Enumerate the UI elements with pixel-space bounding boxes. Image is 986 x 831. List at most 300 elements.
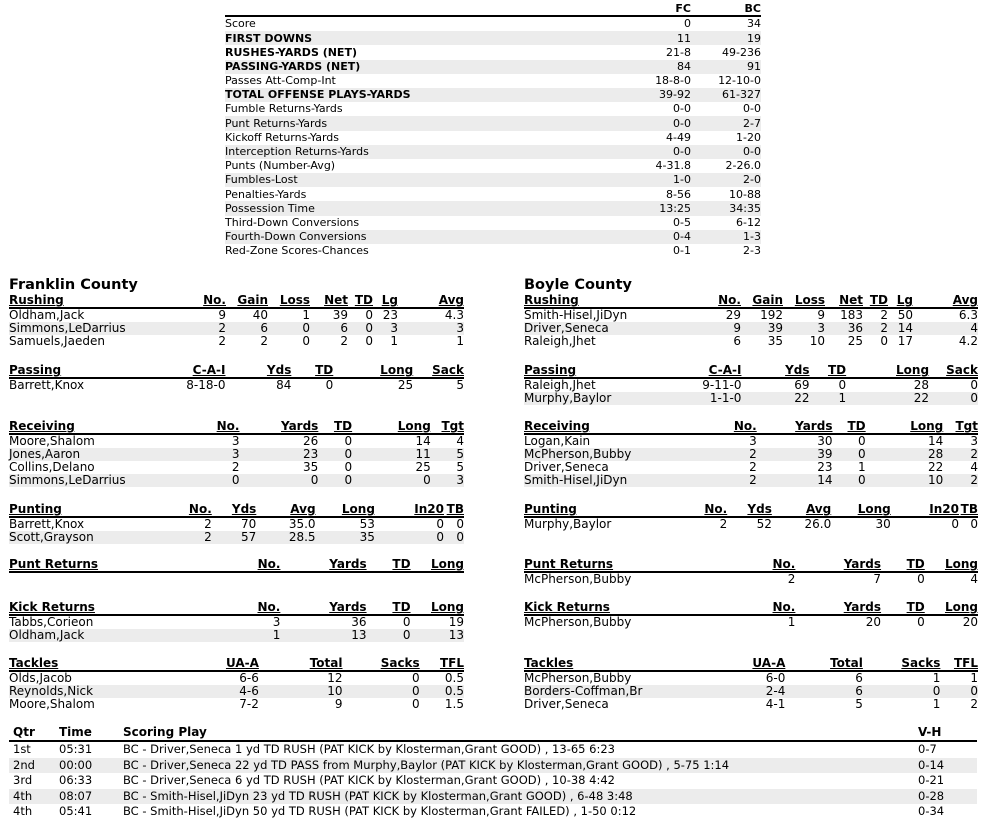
team-stat-label: Possession Time <box>225 201 625 215</box>
stat-value: 0 <box>929 392 978 405</box>
section-header-row <box>524 558 978 572</box>
stat-value: 0 <box>365 334 373 348</box>
stat-value: 9 <box>334 697 343 711</box>
stat-value: 6-6 <box>239 671 259 685</box>
scoring-row <box>9 741 977 758</box>
stat-value: 22 <box>741 392 809 405</box>
stat-value: 7-2 <box>239 697 259 711</box>
section-title: Receiving <box>524 420 686 434</box>
passing-table <box>524 364 978 405</box>
column-header: Yards <box>280 558 366 572</box>
stat-value: 8-18-0 <box>186 378 226 392</box>
stat-value: 1 <box>247 629 280 642</box>
stat-value: 6 <box>310 322 348 335</box>
team-stat-label: PASSING-YARDS (NET) <box>225 60 625 74</box>
stat-value: 2 <box>970 697 978 711</box>
stat-value: 0 <box>917 572 925 586</box>
team-stat-label: Fumbles-Lost <box>225 173 625 187</box>
section-title: Tackles <box>524 657 740 671</box>
stat-value: 5 <box>456 460 464 474</box>
column-header: Yards <box>280 601 366 615</box>
column-header: Avg <box>772 503 831 517</box>
stat-value: 2 <box>943 474 978 487</box>
stat-value: 22 <box>927 460 944 474</box>
stat-value: 0 <box>412 671 420 685</box>
stat-value: 10 <box>809 334 825 348</box>
team-stat-row <box>225 16 761 31</box>
scoring-header <box>9 725 977 741</box>
section-header-row <box>9 294 464 308</box>
team-stat-row <box>225 173 761 187</box>
section-title: Kick Returns <box>9 601 247 615</box>
team-stat-label: Passes Att-Comp-Int <box>225 74 336 88</box>
team-stat-fc-value: 4-31.8 <box>655 159 691 173</box>
team-stat-fc-value: 0-1 <box>673 244 691 258</box>
column-header: C-A-I <box>165 364 225 378</box>
team-stat-bc-value: 91 <box>691 60 761 74</box>
stat-value: 0 <box>348 322 373 335</box>
column-header: Sacks <box>343 657 420 671</box>
stat-value: 1 <box>456 334 464 348</box>
player-name: Olds,Jacob <box>9 671 72 685</box>
player-name: Samuels,Jaeden <box>9 334 105 348</box>
stat-value: 52 <box>756 517 772 531</box>
stat-value: 0 <box>367 629 411 642</box>
column-header: Loss <box>268 294 310 308</box>
stat-value: 0.5 <box>420 685 464 698</box>
stat-value: 0 <box>168 474 240 487</box>
player-name: Simmons,LeDarrius <box>9 322 184 335</box>
kick-returns-table <box>524 601 978 629</box>
player-row <box>524 392 978 405</box>
stat-value: 0 <box>940 685 978 698</box>
stat-value: 14 <box>888 322 913 335</box>
punt-returns-table <box>524 558 978 586</box>
player-row <box>524 308 978 322</box>
receiving-table <box>524 420 978 487</box>
column-header: Yards <box>757 420 833 434</box>
stat-value: 19 <box>448 615 464 629</box>
team-stat-fc-value: 8-56 <box>666 187 691 201</box>
player-name: Oldham,Jack <box>9 308 85 322</box>
stat-value: 1 <box>932 697 941 711</box>
team-stat-label: Punts (Number-Avg) <box>225 159 336 173</box>
stat-value: 39 <box>741 322 783 335</box>
stat-value: 1 <box>390 334 398 348</box>
column-header: Long <box>831 503 891 517</box>
stat-value: 0 <box>240 474 319 487</box>
player-name: Driver,Seneca <box>524 460 609 474</box>
column-header: Long <box>411 558 464 572</box>
stat-value: 3 <box>970 434 978 448</box>
stat-value: 11 <box>352 448 431 461</box>
section-header-row <box>524 420 978 434</box>
stat-value: 28.5 <box>256 531 315 544</box>
scoring-qtr: 1st <box>13 742 31 757</box>
stat-value: 4 <box>970 572 978 586</box>
stat-value: 9-11-0 <box>702 378 742 392</box>
player-name: Barrett,Knox <box>9 378 85 392</box>
player-name: Raleigh,Jhet <box>524 378 596 392</box>
scoring-qtr: 4th <box>9 789 59 805</box>
column-header: Yds <box>727 503 772 517</box>
column-header: Avg <box>398 294 464 308</box>
column-header: Long <box>846 364 929 378</box>
stat-value: 4.2 <box>958 334 978 348</box>
section-header-row <box>9 558 464 572</box>
column-header: TD <box>863 294 888 308</box>
column-header: TB <box>960 502 978 516</box>
team-stat-row <box>225 159 761 173</box>
column-header: Sack <box>413 364 464 378</box>
team-stats-label-header <box>225 2 625 16</box>
stat-value: 2 <box>749 460 757 474</box>
stat-value: 7 <box>873 572 882 586</box>
scoring-summary-table <box>9 725 977 820</box>
column-header: Long <box>925 601 978 615</box>
player-name: McPherson,Bubby <box>524 572 632 586</box>
scoring-row <box>9 789 977 805</box>
player-name: McPherson,Bubby <box>524 615 632 629</box>
stat-value: 3 <box>749 434 757 448</box>
stat-value: 0 <box>344 460 353 474</box>
stat-value: 192 <box>760 308 783 322</box>
player-name: Oldham,Jack <box>9 629 247 642</box>
column-header: Tgt <box>943 420 978 434</box>
column-header: Yards <box>795 558 881 572</box>
team-stat-label: Penalties-Yards <box>225 187 307 201</box>
stat-value: 0 <box>318 448 352 461</box>
column-header: Yards <box>795 601 881 615</box>
team-stat-label: Kickoff Returns-Yards <box>225 130 339 144</box>
punt-returns-table <box>9 558 464 573</box>
stat-value: 39 <box>332 308 348 322</box>
player-name: Simmons,LeDarrius <box>9 474 168 487</box>
team-stat-row <box>225 60 761 74</box>
stat-value: 13 <box>280 629 366 642</box>
player-name: Raleigh,Jhet <box>524 334 596 348</box>
player-row <box>9 615 464 629</box>
team-stat-bc-value: 34 <box>747 17 761 31</box>
column-header: TD <box>832 420 865 434</box>
player-name: Collins,Delano <box>9 460 95 474</box>
player-row <box>9 474 464 487</box>
section-title: Kick Returns <box>524 601 762 615</box>
player-name: Moore,Shalom <box>9 434 95 448</box>
team-stat-bc-value: 12-10-0 <box>718 74 761 88</box>
team-stat-bc-value: 2-7 <box>691 116 761 130</box>
scoring-play: BC - Driver,Seneca 6 yd TD RUSH (PAT KICK by Klosterman,Grant GOOD) , 10-38 4:42 <box>123 773 615 788</box>
stat-value: 3 <box>431 474 464 487</box>
stat-value: 28 <box>913 378 930 392</box>
section-title: Punting <box>524 503 683 517</box>
column-header: Long <box>352 420 431 434</box>
stat-value: 183 <box>840 308 863 322</box>
team-stat-row <box>225 102 761 116</box>
stat-value: 30 <box>817 434 833 448</box>
stat-value: 6-0 <box>765 671 786 685</box>
team-stat-label: Third-Down Conversions <box>225 215 360 229</box>
stat-value: 13 <box>411 629 464 642</box>
punting-table <box>524 503 978 531</box>
player-row <box>524 671 978 685</box>
player-name: Smith-Hisel,JiDyn <box>524 308 628 322</box>
stat-value: 14 <box>415 434 431 448</box>
column-header: No. <box>247 558 280 572</box>
scoring-qtr: 2nd <box>9 758 59 774</box>
column-header: No. <box>762 601 795 615</box>
team-stat-label: Fourth-Down Conversions <box>225 230 625 244</box>
column-header: No. <box>247 601 280 615</box>
column-header: TD <box>367 601 411 615</box>
player-name: McPherson,Bubby <box>524 671 632 685</box>
stat-value: 35 <box>767 334 783 348</box>
column-header: Net <box>825 294 863 308</box>
stat-value: 0 <box>375 531 444 544</box>
team-stat-row <box>225 230 761 244</box>
team-stat-label: RUSHES-YARDS (NET) <box>225 45 357 59</box>
section-header-row <box>524 601 978 615</box>
stat-value: 17 <box>897 334 913 348</box>
stat-value: 9 <box>817 308 825 322</box>
team-stat-label: Punt Returns-Yards <box>225 116 625 130</box>
team-stat-label: Fumble Returns-Yards <box>225 102 343 116</box>
scoring-time: 00:00 <box>59 758 123 774</box>
column-header: TFL <box>940 657 978 671</box>
team-stats-table <box>225 2 761 258</box>
scoring-qtr: 4th <box>13 804 33 819</box>
scoring-time: 05:31 <box>59 742 93 757</box>
stat-value: 2 <box>686 448 757 461</box>
scoring-time: 06:33 <box>59 773 93 788</box>
stat-value: 36 <box>351 615 367 629</box>
stat-value: 20 <box>865 615 882 629</box>
column-header: No. <box>167 503 211 517</box>
section-title: Rushing <box>524 294 699 308</box>
stat-value: 23 <box>382 308 398 322</box>
scoring-row <box>9 758 977 774</box>
stat-value: 0 <box>858 434 866 448</box>
stat-value: 0 <box>832 474 865 487</box>
column-header: No. <box>184 294 226 308</box>
team-stat-bc-value: 49-236 <box>722 45 761 59</box>
team-stat-label: TOTAL OFFENSE PLAYS-YARDS <box>225 88 625 102</box>
stat-value: 2 <box>719 517 728 531</box>
stat-value: 29 <box>725 308 741 322</box>
column-header: No. <box>699 294 741 308</box>
scoring-score: 0-28 <box>918 789 977 805</box>
column-header: Sack <box>929 364 978 378</box>
team-stat-row <box>225 244 761 258</box>
stat-value: 70 <box>241 517 257 531</box>
team-stat-row <box>225 145 761 159</box>
team-stat-bc-value: 0-0 <box>691 145 761 159</box>
section-title: Passing <box>9 364 165 378</box>
scoring-play-header: Scoring Play <box>123 725 918 741</box>
stat-value: 4-6 <box>207 685 259 698</box>
column-header: Net <box>310 294 348 308</box>
team-stat-row <box>225 187 761 201</box>
stat-value: 10 <box>866 474 944 487</box>
stat-value: 9 <box>699 322 741 335</box>
player-name: Tabbs,Corieon <box>9 615 94 629</box>
player-row <box>524 615 978 629</box>
team-stat-row <box>225 45 761 59</box>
stat-value: 0 <box>456 517 464 531</box>
stat-value: 1 <box>858 460 866 474</box>
stat-value: 25 <box>415 460 431 474</box>
player-row <box>9 517 464 531</box>
stat-value: 0 <box>832 448 865 461</box>
player-name: Borders-Coffman,Br <box>524 685 740 698</box>
team-stat-row <box>225 216 761 230</box>
stat-value: 0 <box>343 685 420 698</box>
team-stat-bc-value: 61-327 <box>691 88 761 102</box>
player-name: Logan,Kain <box>524 434 591 448</box>
player-name: Moore,Shalom <box>9 697 95 711</box>
column-header: No. <box>762 558 795 572</box>
column-header: TFL <box>420 657 464 671</box>
column-header: Sacks <box>863 657 941 671</box>
team-stat-bc-value: 0-0 <box>743 102 761 116</box>
column-header: In20 <box>375 503 444 517</box>
team-stat-fc-value: 39-92 <box>625 88 691 102</box>
team-stat-bc-value: 34:35 <box>691 201 761 215</box>
column-header: Gain <box>226 294 268 308</box>
stat-value: 3 <box>398 322 464 335</box>
stat-value: 5 <box>855 697 863 711</box>
column-header: Gain <box>741 294 783 308</box>
column-header: No. <box>683 503 728 517</box>
team-stat-fc-value: 18-8-0 <box>655 74 691 88</box>
stat-value: 0 <box>325 378 334 392</box>
stat-value: 2 <box>880 308 888 322</box>
stat-value: 2 <box>167 531 211 544</box>
stat-value: 36 <box>825 322 863 335</box>
team-stat-fc-value: 13:25 <box>625 201 691 215</box>
player-name: Reynolds,Nick <box>9 685 207 698</box>
stat-value: 9 <box>218 308 226 322</box>
team-stat-fc-value: 84 <box>625 60 691 74</box>
rushing-table <box>9 294 464 348</box>
player-row <box>9 671 464 685</box>
section-header-row <box>9 601 464 615</box>
rushing-table <box>524 294 978 348</box>
column-header: TD <box>318 420 352 434</box>
tackles-table <box>524 657 978 711</box>
column-header: TD <box>348 294 373 308</box>
column-header: TD <box>367 558 411 572</box>
player-name: Scott,Grayson <box>9 531 167 544</box>
stat-value: 2 <box>686 474 757 487</box>
team-stat-bc-value: 10-88 <box>729 187 761 201</box>
team-stat-fc-value: 4-49 <box>666 130 691 144</box>
section-title: Passing <box>524 364 681 378</box>
team-stat-row <box>225 131 761 145</box>
column-header: Loss <box>783 294 825 308</box>
stat-value: 30 <box>875 517 891 531</box>
stat-value: 69 <box>794 378 810 392</box>
team-stats-fc-header: FC <box>625 2 691 16</box>
section-header-row <box>9 420 464 434</box>
stat-value: 0 <box>863 685 941 698</box>
column-header: Tgt <box>431 420 464 434</box>
team-name: Franklin County <box>9 277 138 293</box>
column-header: Yds <box>225 364 291 378</box>
section-header-row <box>9 503 464 517</box>
stat-value: 0 <box>412 697 420 711</box>
column-header: Long <box>925 558 978 572</box>
stat-value: 0 <box>838 378 847 392</box>
column-header: Lg <box>373 294 398 308</box>
team-stat-fc-value: 0 <box>684 17 691 31</box>
player-row <box>524 572 978 586</box>
team-stat-fc-value: 0-0 <box>673 102 691 116</box>
team-stat-fc-value: 11 <box>625 31 691 45</box>
stat-value: 12 <box>327 671 343 685</box>
scoring-row <box>9 804 977 820</box>
section-header-row <box>524 294 978 308</box>
scoring-time-header: Time <box>59 725 123 741</box>
section-title: Tackles <box>9 657 207 671</box>
team-stats-header <box>225 2 761 16</box>
scoring-body <box>9 741 977 820</box>
tackles-table <box>9 657 464 711</box>
team-stat-fc-value: 0-4 <box>625 230 691 244</box>
stat-value: 53 <box>359 517 375 531</box>
stat-value: 0 <box>917 615 925 629</box>
player-row <box>9 629 464 642</box>
stat-value: 1 <box>970 671 978 685</box>
team-stat-bc-value: 2-26.0 <box>725 159 761 173</box>
stat-value: 2 <box>184 322 226 335</box>
scoring-play: BC - Driver,Seneca 22 yd TD PASS from Murphy,Baylor (PAT KICK by Klosterman,Grant GOOD) , 5-75 1:14 <box>123 758 918 774</box>
stat-value: 0 <box>402 615 411 629</box>
column-header: Yards <box>240 420 319 434</box>
team-stats-bc-header: BC <box>691 2 761 16</box>
stat-value: 0 <box>880 334 888 348</box>
scoring-score: 0-34 <box>918 804 945 819</box>
column-header: TD <box>291 364 333 378</box>
stat-value: 0 <box>970 517 978 531</box>
stat-value: 2 <box>231 460 240 474</box>
stat-value: 26.0 <box>804 517 832 531</box>
scoring-time: 05:41 <box>59 804 93 819</box>
stat-value: 2-4 <box>740 685 785 698</box>
stat-value: 0 <box>951 517 959 531</box>
section-title: Receiving <box>9 420 168 434</box>
stat-value: 6 <box>733 334 741 348</box>
stat-value: 5 <box>456 378 464 392</box>
stat-value: 4-1 <box>765 697 786 711</box>
column-header: TD <box>881 558 925 572</box>
player-name: Murphy,Baylor <box>524 517 612 531</box>
stat-value: 1-1-0 <box>681 392 741 405</box>
player-row <box>9 698 464 711</box>
column-header: C-A-I <box>681 364 741 378</box>
stat-value: 2 <box>943 448 978 461</box>
player-row <box>9 434 464 448</box>
team-stats-body <box>225 16 761 258</box>
player-row <box>524 474 978 487</box>
player-row <box>9 335 464 348</box>
scoring-qtr: 3rd <box>13 773 33 788</box>
player-row <box>524 434 978 448</box>
team-stat-bc-value: 1-20 <box>736 130 761 144</box>
scoring-qtr-header: Qtr <box>9 725 59 741</box>
column-header: TD <box>810 364 847 378</box>
stat-value: 20 <box>962 615 978 629</box>
